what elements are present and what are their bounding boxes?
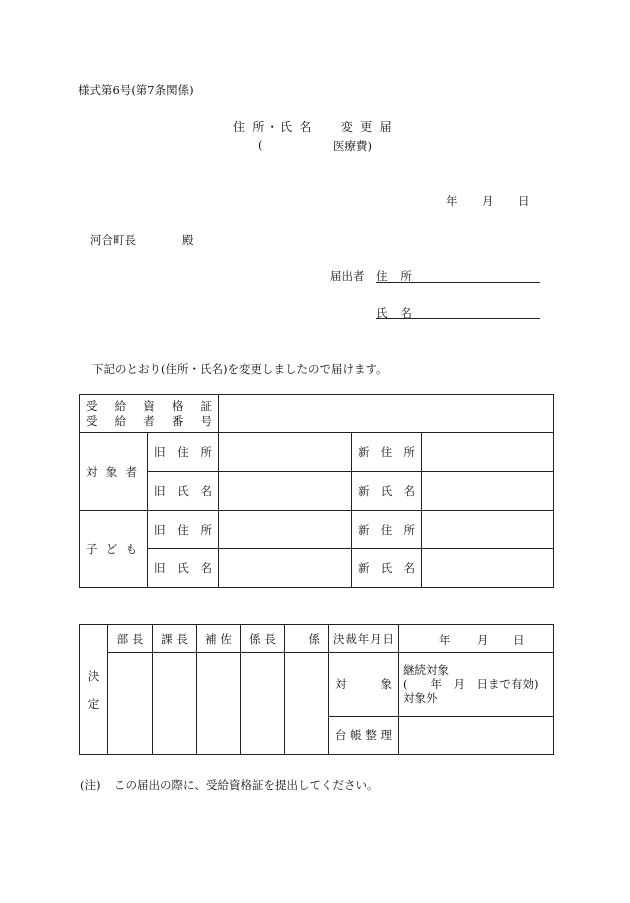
child-new-name-value[interactable] [422, 549, 554, 588]
decision-label-cell: 決 定 [80, 625, 108, 755]
note-text: この届出の際に、受給資格証を提出してください。 [114, 778, 379, 792]
stamp-bucho[interactable] [108, 653, 153, 755]
ledger-label: 台帳整理 [329, 716, 399, 754]
date-day: 日 [518, 194, 530, 208]
child-old-name-label: 旧氏名 [148, 549, 219, 588]
date-year: 年 [446, 194, 458, 208]
form-id: 様式第6号(第7条関係) [78, 83, 194, 97]
decision-target-label: 対 象 [329, 653, 399, 716]
note-label: (注) [80, 778, 101, 792]
target-old-name-value[interactable] [219, 472, 352, 511]
applicant-name-label: 氏 名 [376, 306, 417, 320]
addressee-honorific: 殿 [182, 233, 194, 247]
applicant-address-label: 住 所 [376, 269, 417, 283]
page-title: 住 所・氏 名 変 更 届 [233, 120, 394, 134]
cert-label-line2: 受給者番号 [86, 413, 212, 428]
target-label-cell: 対象者 [80, 433, 148, 511]
stamp-hosa[interactable] [197, 653, 241, 755]
subtitle-text: 医療費) [333, 139, 372, 153]
cert-label-cell [80, 395, 219, 433]
stamp-kakaricho[interactable] [241, 653, 285, 755]
child-new-address-label: 新住所 [352, 511, 422, 549]
cert-label-line1: 受給資格証 [86, 398, 212, 413]
decision-target-options[interactable] [399, 653, 554, 716]
role-kakaricho: 係 長 [241, 625, 285, 653]
child-new-name-label: 新氏名 [352, 549, 422, 588]
applicant-name-line[interactable] [376, 318, 540, 319]
decision-date-value[interactable]: 年 月 日 [399, 625, 554, 653]
decision-table [79, 624, 554, 755]
option-excluded[interactable]: 対象外 [403, 691, 438, 706]
role-kacho: 課 長 [153, 625, 197, 653]
decision-date-label: 決裁年月日 [329, 625, 399, 653]
role-kakari: 係 [285, 625, 329, 653]
change-table [79, 394, 554, 588]
applicant-label: 届出者 [330, 269, 365, 283]
child-old-address-value[interactable] [219, 511, 352, 549]
subtitle-open: ( [258, 138, 263, 152]
stamp-kacho[interactable] [153, 653, 197, 755]
child-new-address-value[interactable] [422, 511, 554, 549]
option-valid-until[interactable]: ( 年 月 日まで有効) [403, 677, 539, 692]
child-label-cell: 子ども [80, 511, 148, 588]
target-old-address-label: 旧住所 [148, 433, 219, 472]
target-old-name-label: 旧氏名 [148, 472, 219, 511]
date-month: 月 [482, 194, 494, 208]
target-new-address-value[interactable] [422, 433, 554, 472]
role-hosa: 補 佐 [197, 625, 241, 653]
ledger-value[interactable] [399, 716, 554, 754]
role-bucho: 部 長 [108, 625, 153, 653]
applicant-address-line[interactable] [376, 282, 540, 283]
child-old-address-label: 旧住所 [148, 511, 219, 549]
target-new-address-label: 新住所 [352, 433, 422, 472]
intro-text: 下記のとおり(住所・氏名)を変更しましたので届けます。 [92, 362, 388, 376]
cert-value-cell[interactable] [219, 395, 554, 433]
option-continue[interactable]: 継続対象 [403, 663, 449, 678]
target-old-address-value[interactable] [219, 433, 352, 472]
child-old-name-value[interactable] [219, 549, 352, 588]
target-new-name-label: 新氏名 [352, 472, 422, 511]
stamp-kakari[interactable] [285, 653, 329, 755]
addressee-name: 河合町長 [90, 233, 136, 247]
target-new-name-value[interactable] [422, 472, 554, 511]
